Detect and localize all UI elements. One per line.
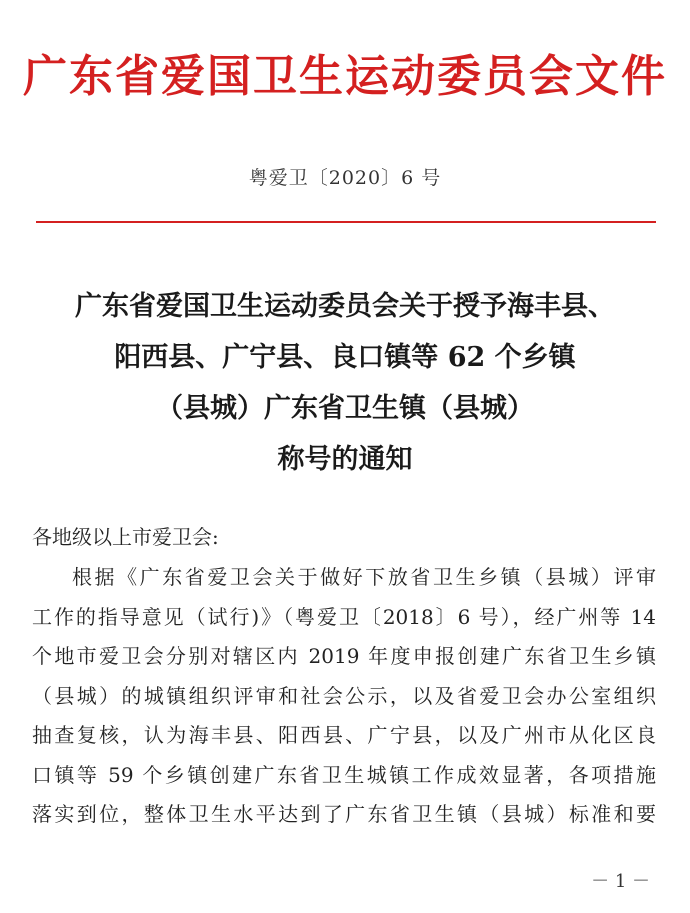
body-line: 工作的指导意见（试行)》（粤爱卫〔2018〕6 号），经广州等 14 bbox=[32, 604, 656, 629]
body-line: 落实到位，整体卫生水平达到了广东省卫生镇（县城）标准和要 bbox=[32, 802, 656, 826]
body-line: 口镇等 59 个乡镇创建广东省卫生城镇工作成效显著，各项措施 bbox=[32, 762, 656, 787]
notice-title-line: 广东省爱国卫生运动委员会关于授予海丰县、 bbox=[75, 291, 615, 322]
notice-title-line: 称号的通知 bbox=[277, 444, 413, 475]
page-number: － 1 － bbox=[591, 871, 650, 892]
red-divider-line bbox=[36, 221, 656, 223]
body-line: 抽查复核，认为海丰县、阳西县、广宁县，以及广州市从化区良 bbox=[32, 723, 656, 747]
body-line: 根据《广东省爱卫会关于做好下放省卫生乡镇（县城）评审 bbox=[72, 565, 656, 589]
document-header-title: 广东省爱国卫生运动委员会文件 bbox=[23, 51, 667, 102]
salutation: 各地级以上市爱卫会: bbox=[32, 525, 219, 549]
notice-title bbox=[0, 281, 690, 485]
notice-title-line: （县城）广东省卫生镇（县城） bbox=[156, 393, 534, 424]
document-number: 粤爱卫〔2020〕6 号 bbox=[248, 167, 442, 189]
body-line: （县城）的城镇组织评审和社会公示，以及省爱卫会办公室组织 bbox=[32, 683, 656, 708]
notice-title-line: 阳西县、广宁县、良口镇等 62 个乡镇 bbox=[114, 342, 576, 373]
body-paragraph bbox=[32, 558, 656, 835]
body-line: 个地市爱卫会分别对辖区内 2019 年度申报创建广东省卫生乡镇 bbox=[32, 644, 656, 668]
